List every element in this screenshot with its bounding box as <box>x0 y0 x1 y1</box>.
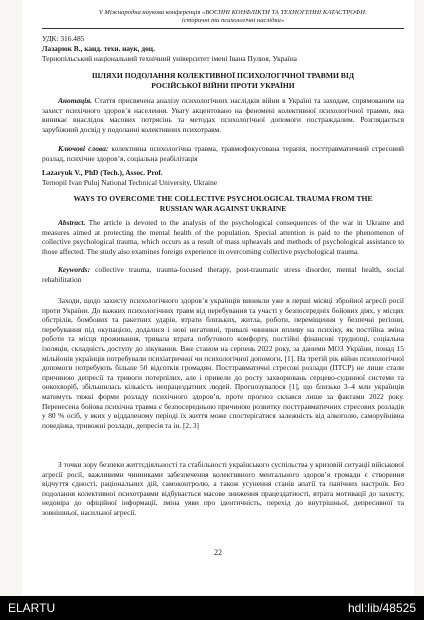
header-rule <box>42 28 404 29</box>
title-en <box>42 194 404 213</box>
title-en-line2: RUSSIAN WAR AGAINST UKRAINE <box>159 203 287 213</box>
abstract-en-label: Abstract. <box>58 218 86 227</box>
keywords-en-text: collective trauma, trauma-focused therapy, post-traumatic stress disorder, mental health, social rehabilitation <box>42 265 404 284</box>
title-ua-line1: ШЛЯХИ ПОДОЛАННЯ КОЛЕКТИВНОЇ ПСИХОЛОГІЧНОЇ ТРАВМИ ВІД <box>91 71 355 80</box>
title-ua-line2: РОСІЙСЬКОЇ ВІЙНИ ПРОТИ УКРАЇНИ <box>151 80 295 90</box>
repository-footer-bar <box>0 596 424 620</box>
title-ua <box>42 71 404 90</box>
affiliation-ua: Тернопільський національний технічний університет імені Івана Пулюя, Україна <box>42 54 297 63</box>
body-paragraph-2: З точки зору безпеки життєдіяльності та стабільності українського суспільства у кризовій ситуації військової агресії росії, важливими чинниками забезпечення колективного ментального здоров’я громади є створення відчуття єдності, раціональних дій, самоконтролю, а також усунення станів апатії та панічних настроїв. Без подолання колективної психотравми відбувається масове зниження працездатності, втрата мотивації до захисту, недовіра до офіційної інформації, зміна уяви про ідентичність, перехід до внутрішньої, депресивної та зовнішньої, насильної агресії. <box>42 460 404 517</box>
running-header <box>82 9 384 25</box>
running-header-line2: історичні та психологічні наслідки» <box>181 17 285 24</box>
title-en-line1: WAYS TO OVERCOME THE COLLECTIVE PSYCHOLOGICAL TRAUMA FROM THE <box>73 194 373 203</box>
keywords-ua <box>42 144 404 163</box>
body-paragraph-1: Заходи, щодо захисту психологічного здоров’я українців виникли уже в перші місяці збройної агресії росії проти України. До важких психологічних травм від перебування та участі у безпосередніх бойових діях, у місцях обстрілів, бомбових та ракетних ударів, втрати близьких, житла, роботи, переміщення у безпечні регіони, перебування під окупацією, додалися і нові негативні, тривалі чинники впливу на психіку, як постійна зміна роботи та місця проживання, тривала втрата побутового комфорту, постійні фінансові труднощі, соціальна ізоляція, складність доступу до лікування. Вже станом на серпень 2022 року, за даними МОЗ України, понад 15 мільйонів українців потребували психіатричної чи психологічної допомоги, [1]. На третій рік війни психологічної допомоги потребують більше 50 відсотків громадян. Посттравматичні стресові розлади (ПТСР) не лише стали причиною депресії та тривоги потерпілих, але і привели до росту захворювань серцево-судинної системи та онкохворіб, збільшилась кількість непрацездатних людей. Прогнозувалося [1], що близько 3–4 млн українців матимуть тяжкі форми розладу психічного здоров’я, проте прогноз склався лише за фактами 2022 року. Перенесена бойова психічна травма є безпосередньою причиною розвитку посттравматичних стресових розладів у 80 % осіб, у яких у віддаленому періоді їх життя може спостерігатися залежність від алкоголю, саморуйнівна поведінка, тривожні розлади, депресія та ін. [2, 3] <box>42 296 404 430</box>
keywords-ua-label: Ключові слова: <box>58 144 109 153</box>
abstract-ua-label: Анотація. <box>58 96 92 105</box>
abstract-en <box>42 218 404 256</box>
keywords-ua-text: колективна психологічна травма, травмофокусована терапія, посттравматичний стресовий розлад, психічне здоров’я, соціальна реабілітація <box>42 144 405 163</box>
keywords-en-label: Keywords: <box>58 265 91 274</box>
handle-identifier: hdl:lib/48525 <box>347 601 416 615</box>
repository-name: ELARTU <box>8 601 56 615</box>
abstract-ua <box>42 96 404 134</box>
paper-page <box>22 0 414 595</box>
abstract-ua-text: Стаття присвячена аналізу психологічних наслідків війни в Україні та заходам, спрямованим на захист психічного здоров’я населення. Увагу акцентовано на феномені колективної психологічної травми, яка виникає внаслідок масових потрясінь та методах психологічної допомоги постраждалим. Розглядається зарубіжний досвід у подоланні колективних психотравм. <box>42 96 404 134</box>
affiliation-en: Ternopil Ivan Puluj National Technical University, Ukraine <box>42 178 218 187</box>
keywords-en <box>42 265 404 284</box>
author-en: Lazaryuk V., PhD (Tech.), Assoc. Prof. <box>42 168 163 177</box>
udc-code: УДК: 316.485 <box>42 34 85 43</box>
page-number: 22 <box>214 548 222 557</box>
running-header-line1: V Міжнародна наукова конференція «ВОЄННІ КОНФЛІКТИ ТА ТЕХНОГЕННІ КАТАСТРОФИ: <box>98 9 368 16</box>
abstract-en-text: The article is devoted to the analysis of the psychological consequences of the war in Ukraine and measures aimed at protecting the mental health of the population. Special attention is paid to the phenomenon of collective psychological trauma, which occurs as a result of mass upheavals and methods of psychological assistance to those affected. The study also examines foreign experience in overcoming collective psychological trauma. <box>42 218 404 256</box>
author-ua: Лазарюк В., канд. техн. наук, доц. <box>42 44 155 53</box>
